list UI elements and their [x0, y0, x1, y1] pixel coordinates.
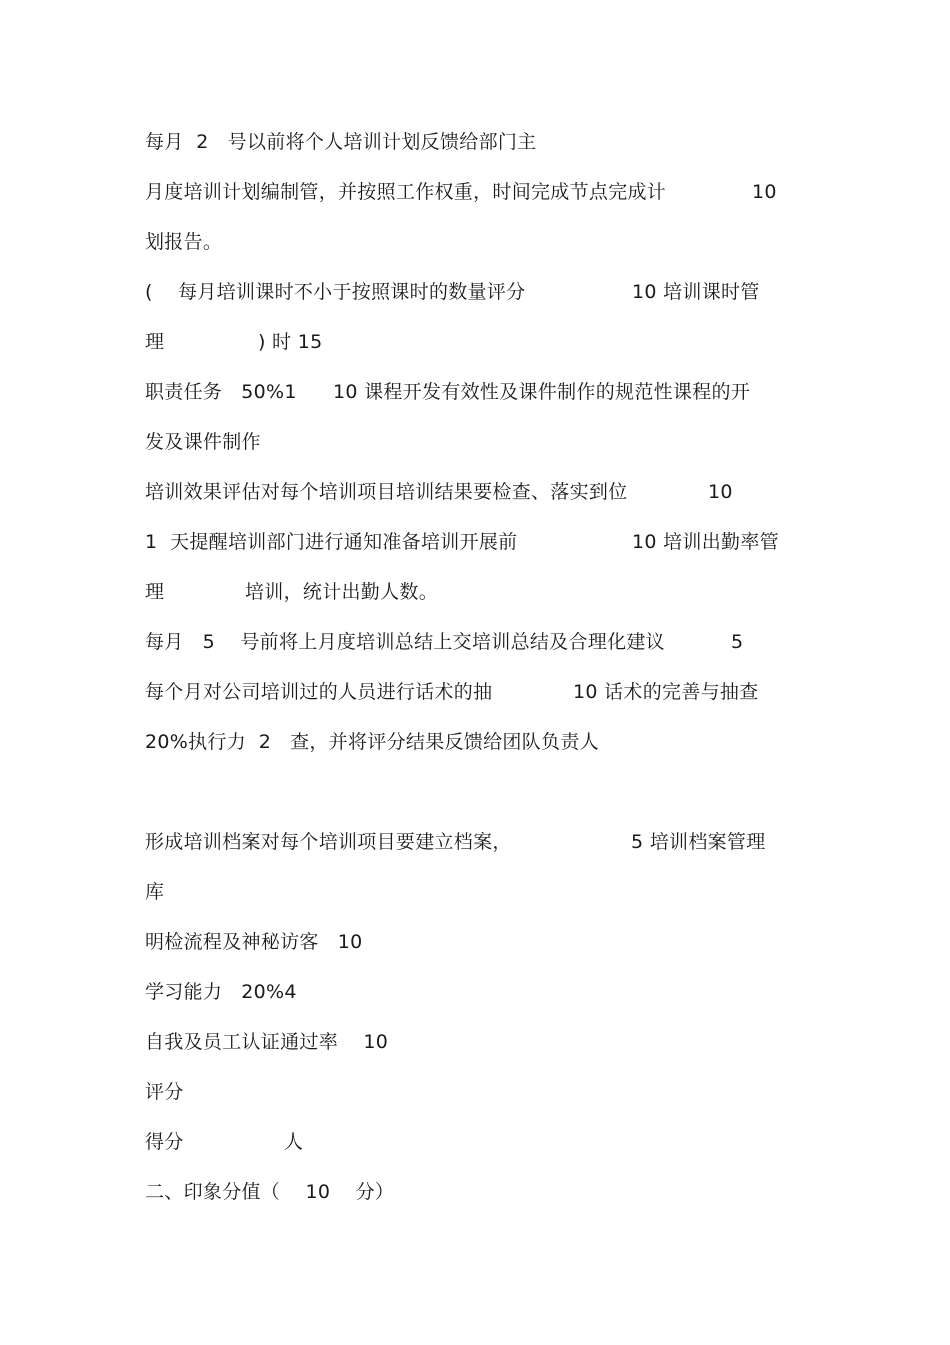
text-line-11-score: 5	[731, 631, 744, 653]
text-line-3: 划报告。	[145, 231, 223, 253]
text-line-20-right: 人	[284, 1131, 304, 1153]
text-line-2: 月度培训计划编制管，并按照工作权重，时间完成节点完成计	[145, 181, 667, 203]
section-heading: 二、印象分值（ 10 分）	[145, 1181, 395, 1203]
text-line-5: 理	[145, 331, 165, 353]
text-line-19: 评分	[145, 1081, 184, 1103]
text-line-8-score: 10	[708, 481, 733, 503]
text-line-2-score: 10	[752, 181, 777, 203]
text-line-15: 库	[145, 881, 165, 903]
text-line-12-right: 10 话术的完善与抽查	[573, 681, 759, 703]
text-line-20: 得分	[145, 1131, 184, 1153]
text-line-9-right: 10 培训出勤率管	[632, 531, 779, 553]
text-line-10-right: 培训，统计出勤人数。	[245, 581, 439, 603]
text-line-6: 职责任务 50%1	[145, 381, 297, 403]
text-line-18: 自我及员工认证通过率 10	[145, 1031, 389, 1053]
text-line-6-right: 10 课程开发有效性及课件制作的规范性课程的开	[333, 381, 751, 403]
text-line-17: 学习能力 20%4	[145, 981, 297, 1003]
text-line-11: 每月 5 号前将上月度培训总结上交培训总结及合理化建议	[145, 631, 665, 653]
text-line-12: 每个月对公司培训过的人员进行话术的抽	[145, 681, 493, 703]
text-line-7: 发及课件制作	[145, 431, 261, 453]
text-line-14: 形成培训档案对每个培训项目要建立档案，	[145, 831, 512, 853]
text-line-16: 明检流程及神秘访客 10	[145, 931, 363, 953]
text-line-5-right: ) 时 15	[258, 331, 323, 353]
text-line-14-right: 5 培训档案管理	[631, 831, 766, 853]
text-line-9: 1 天提醒培训部门进行通知准备培训开展前	[145, 531, 518, 553]
text-line-10: 理	[145, 581, 165, 603]
text-line-4: ( 每月培训课时不小于按照课时的数量评分	[145, 281, 526, 303]
text-line-8: 培训效果评估对每个培训项目培训结果要检查、落实到位	[145, 481, 628, 503]
text-line-1: 每月 2 号以前将个人培训计划反馈给部门主	[145, 131, 537, 153]
text-line-13: 20%执行力 2 查，并将评分结果反馈给团队负责人	[145, 731, 599, 753]
text-line-4-right: 10 培训课时管	[632, 281, 760, 303]
